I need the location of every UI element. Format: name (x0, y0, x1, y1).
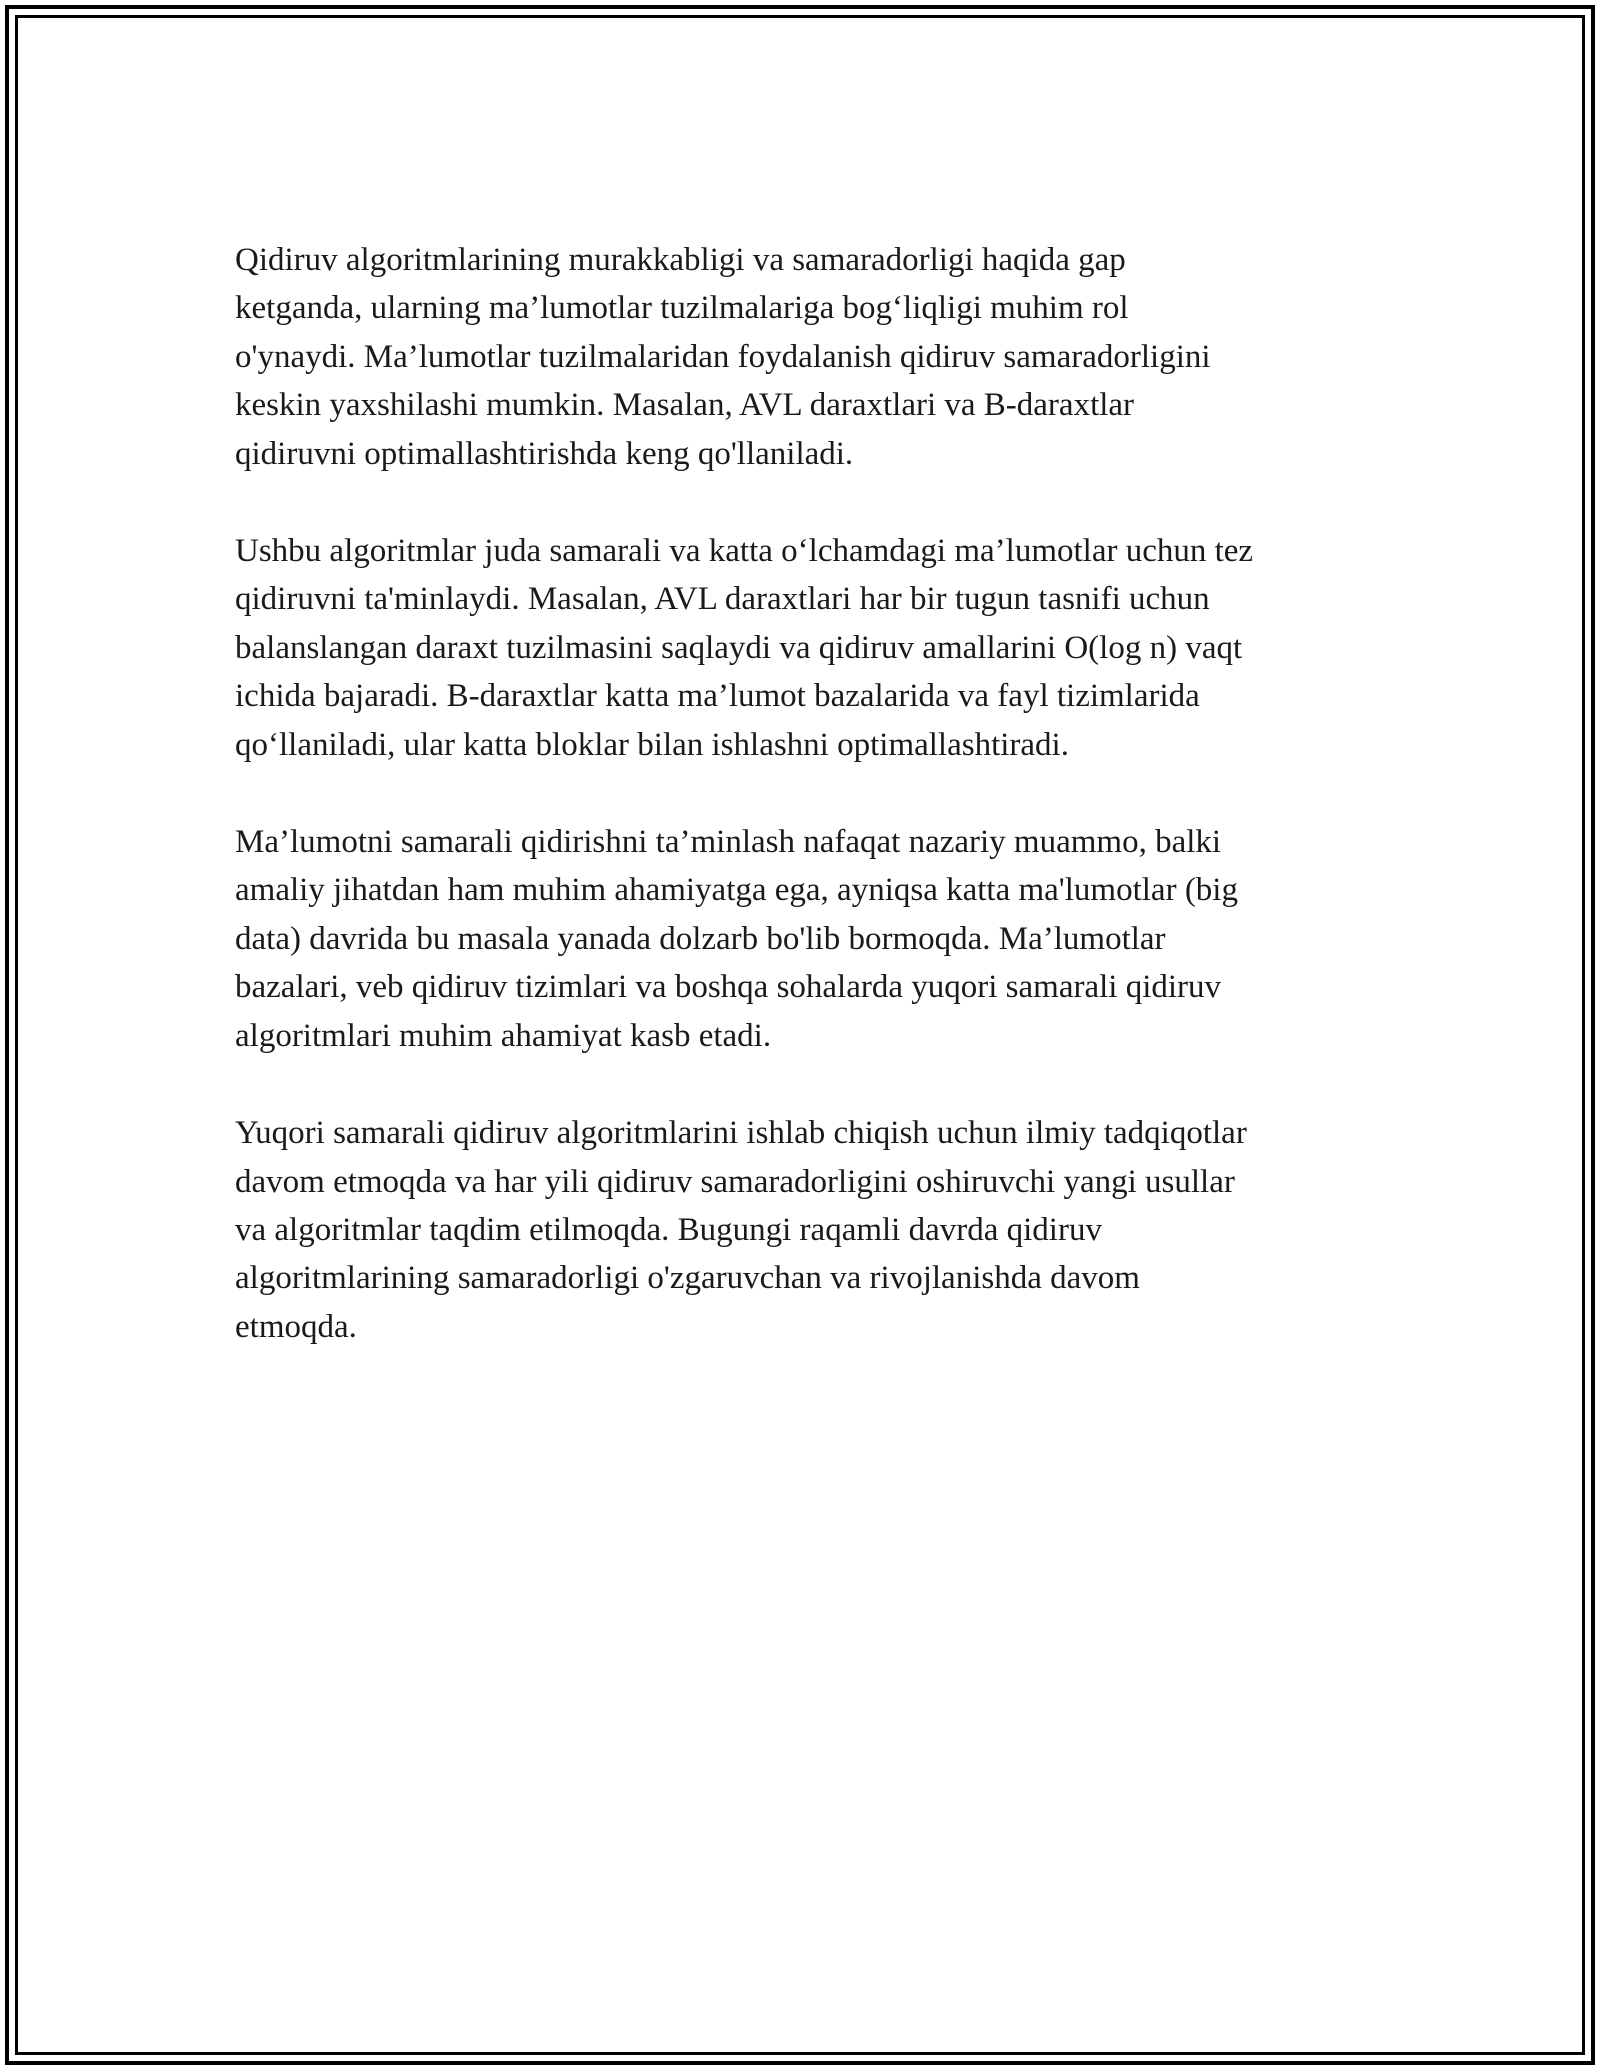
paragraph-4: Yuqori samarali qidiruv algoritmlarini ishlab chiqish uchun ilmiy tadqiqotlar davom etmoqda va har yili qidiruv samaradorligini oshiruvchi yangi usullar va algoritmlar taqdim etilmoqda. Bugungi raqamli davrda qidiruv algoritmlarining samaradorligi o'zgaruvchan va rivojlanishda davom etmoqda. (235, 1115, 1247, 1345)
paragraph-2: Ushbu algoritmlar juda samarali va katta o‘lchamdagi ma’lumotlar uchun tez qidiruvni ta'minlaydi. Masalan, AVL daraxtlari har bir tugun tasnifi uchun balanslangan daraxt tuzilmasini saqlaydi va qidiruv amallarini O(log n) vaqt ichida bajaradi. B-daraxtlar katta ma’lumot bazalarida va fayl tizimlarida qo‘llaniladi, ular katta bloklar bilan ishlashni optimallashtiradi. (235, 533, 1254, 763)
document-body (235, 236, 1375, 1400)
paragraph-3: Ma’lumotni samarali qidirishni ta’minlash nafaqat nazariy muammo, balki amaliy jihatdan ham muhim ahamiyatga ega, ayniqsa katta ma'lumotlar (big data) davrida bu masala yanada dolzarb bo'lib bormoqda. Ma’lumotlar bazalari, veb qidiruv tizimlari va boshqa sohalarda yuqori samarali qidiruv algoritmlari muhim ahamiyat kasb etadi. (235, 824, 1238, 1054)
paragraph-1: Qidiruv algoritmlarining murakkabligi va samaradorligi haqida gap ketganda, ularning ma’lumotlar tuzilmalariga bog‘liqligi muhim rol o'ynaydi. Ma’lumotlar tuzilmalaridan foydalanish qidiruv samaradorligini keskin yaxshilashi mumkin. Masalan, AVL daraxtlari va B-daraxtlar qidiruvni optimallashtirishda keng qo'llaniladi. (235, 242, 1211, 472)
